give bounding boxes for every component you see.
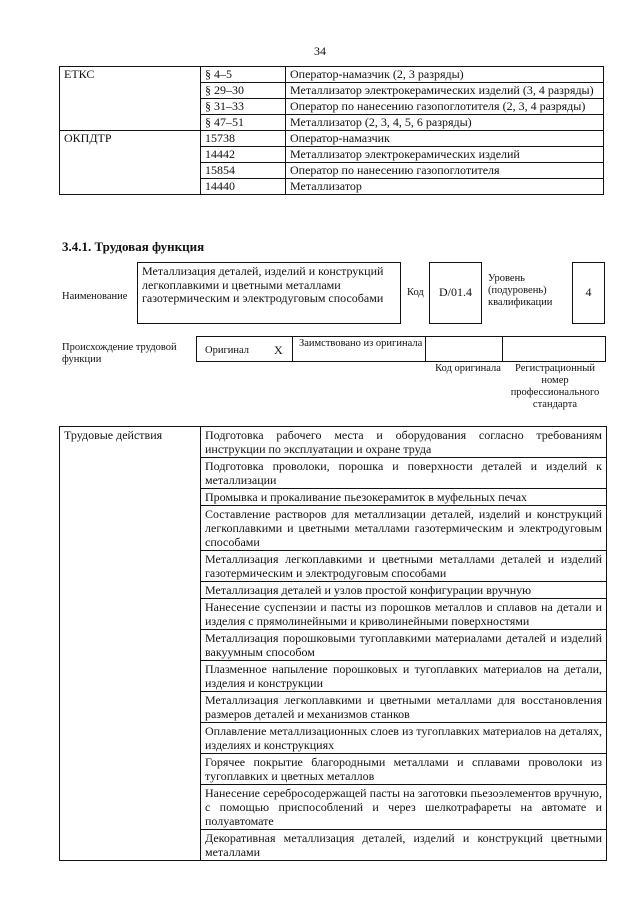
level-value: 4 xyxy=(585,285,592,299)
origin-label: Происхождение трудовой функции xyxy=(62,342,177,365)
system-cell: ОКПДТР xyxy=(60,131,201,195)
action-item: Подготовка рабочего места и оборудования согласно требованиям инструкции по эксплуатации и охране труда xyxy=(201,427,607,458)
action-item: Металлизация деталей и узлов простой конфигурации вручную xyxy=(201,582,607,599)
name-cell: Металлизатор электрокерамических изделий xyxy=(286,147,604,163)
code-cell: § 31–33 xyxy=(201,99,286,115)
name-cell: Оператор по нанесению газопоглотителя (2, 3, 4 разряды) xyxy=(286,99,604,115)
code-cell: § 47–51 xyxy=(201,115,286,131)
action-item: Нанесение серебросодержащей пасты на заготовки пьезоэлементов вручную, с помощью приспособлений и через шелкотрафареты на автомате и полуавтомате xyxy=(201,785,607,830)
name-cell: Металлизатор электрокерамических изделий (3, 4 разряды) xyxy=(286,83,604,99)
code-cell: 14442 xyxy=(201,147,286,163)
page-number: 34 xyxy=(314,44,326,58)
action-item: Подготовка проволоки, порошка и поверхности деталей и изделий к металлизации xyxy=(201,458,607,489)
code-cell: § 4–5 xyxy=(201,67,286,83)
code-cell: 15854 xyxy=(201,163,286,179)
action-item: Горячее покрытие благородными металлами и сплавами проволоки из тугоплавких и цветных металлов xyxy=(201,754,607,785)
actions-table xyxy=(59,426,607,861)
action-item: Промывка и прокаливание пьезокерамиток в муфельных печах xyxy=(201,489,607,506)
action-item: Составление растворов для металлизации деталей, изделий и конструкций легкоплавкими и цветными металлами газотермическим и электродуговым способами xyxy=(201,506,607,551)
function-code: D/01.4 xyxy=(439,285,472,299)
function-name: Металлизация деталей, изделий и конструкций легкоплавкими и цветными металлами газотермическим и электродуговым способами xyxy=(142,264,384,305)
borrowed-label: Заимствовано из оригинала xyxy=(299,338,423,349)
action-item: Оплавление металлизационных слоев из тугоплавких материалов на деталях, изделиях и конструкциях xyxy=(201,723,607,754)
original-mark: X xyxy=(274,343,283,357)
function-code-box xyxy=(429,262,482,324)
name-cell: Оператор-намазчик xyxy=(286,131,604,147)
original-label: Оригинал xyxy=(205,345,249,356)
table-row xyxy=(60,67,604,83)
level-label: Уровень (подуровень) квалификации xyxy=(488,273,553,308)
action-item: Нанесение суспензии и пасты из порошков металлов и сплавов на детали и изделия с прямолинейными и криволинейными поверхностями xyxy=(201,599,607,630)
system-cell: ЕТКС xyxy=(60,67,201,131)
origin-row xyxy=(196,336,606,362)
code-cell: § 29–30 xyxy=(201,83,286,99)
actions-label: Трудовые действия xyxy=(60,427,201,861)
code-cell: 15738 xyxy=(201,131,286,147)
code-label: Код xyxy=(407,287,424,298)
action-item: Металлизация легкоплавкими и цветными металлами для восстановления размеров деталей и механизмов станков xyxy=(201,692,607,723)
function-name-box xyxy=(137,262,401,324)
action-item: Декоративная металлизация деталей, изделий и конструкций цветными металлами xyxy=(201,830,607,861)
level-box xyxy=(572,262,605,324)
reference-table xyxy=(59,66,604,195)
registration-caption: Регистрационный номер профессионального стандарта xyxy=(510,363,600,410)
name-label: Наименование xyxy=(62,291,128,302)
action-item: Плазменное напыление порошковых и тугоплавких материалов на детали, изделия и конструкции xyxy=(201,661,607,692)
name-cell: Оператор по нанесению газопоглотителя xyxy=(286,163,604,179)
name-cell: Металлизатор xyxy=(286,179,604,195)
code-original-caption: Код оригинала xyxy=(435,363,501,374)
table-row xyxy=(60,131,604,147)
action-item: Металлизация легкоплавкими и цветными металлами деталей и изделий газотермическим и электродуговым способами xyxy=(201,551,607,582)
action-item: Металлизация порошковыми тугоплавкими материалами деталей и изделий вакуумным способом xyxy=(201,630,607,661)
section-title: 3.4.1. Трудовая функция xyxy=(62,239,205,254)
name-cell: Металлизатор (2, 3, 4, 5, 6 разряды) xyxy=(286,115,604,131)
table-row xyxy=(60,427,607,458)
name-cell: Оператор-намазчик (2, 3 разряды) xyxy=(286,67,604,83)
code-cell: 14440 xyxy=(201,179,286,195)
